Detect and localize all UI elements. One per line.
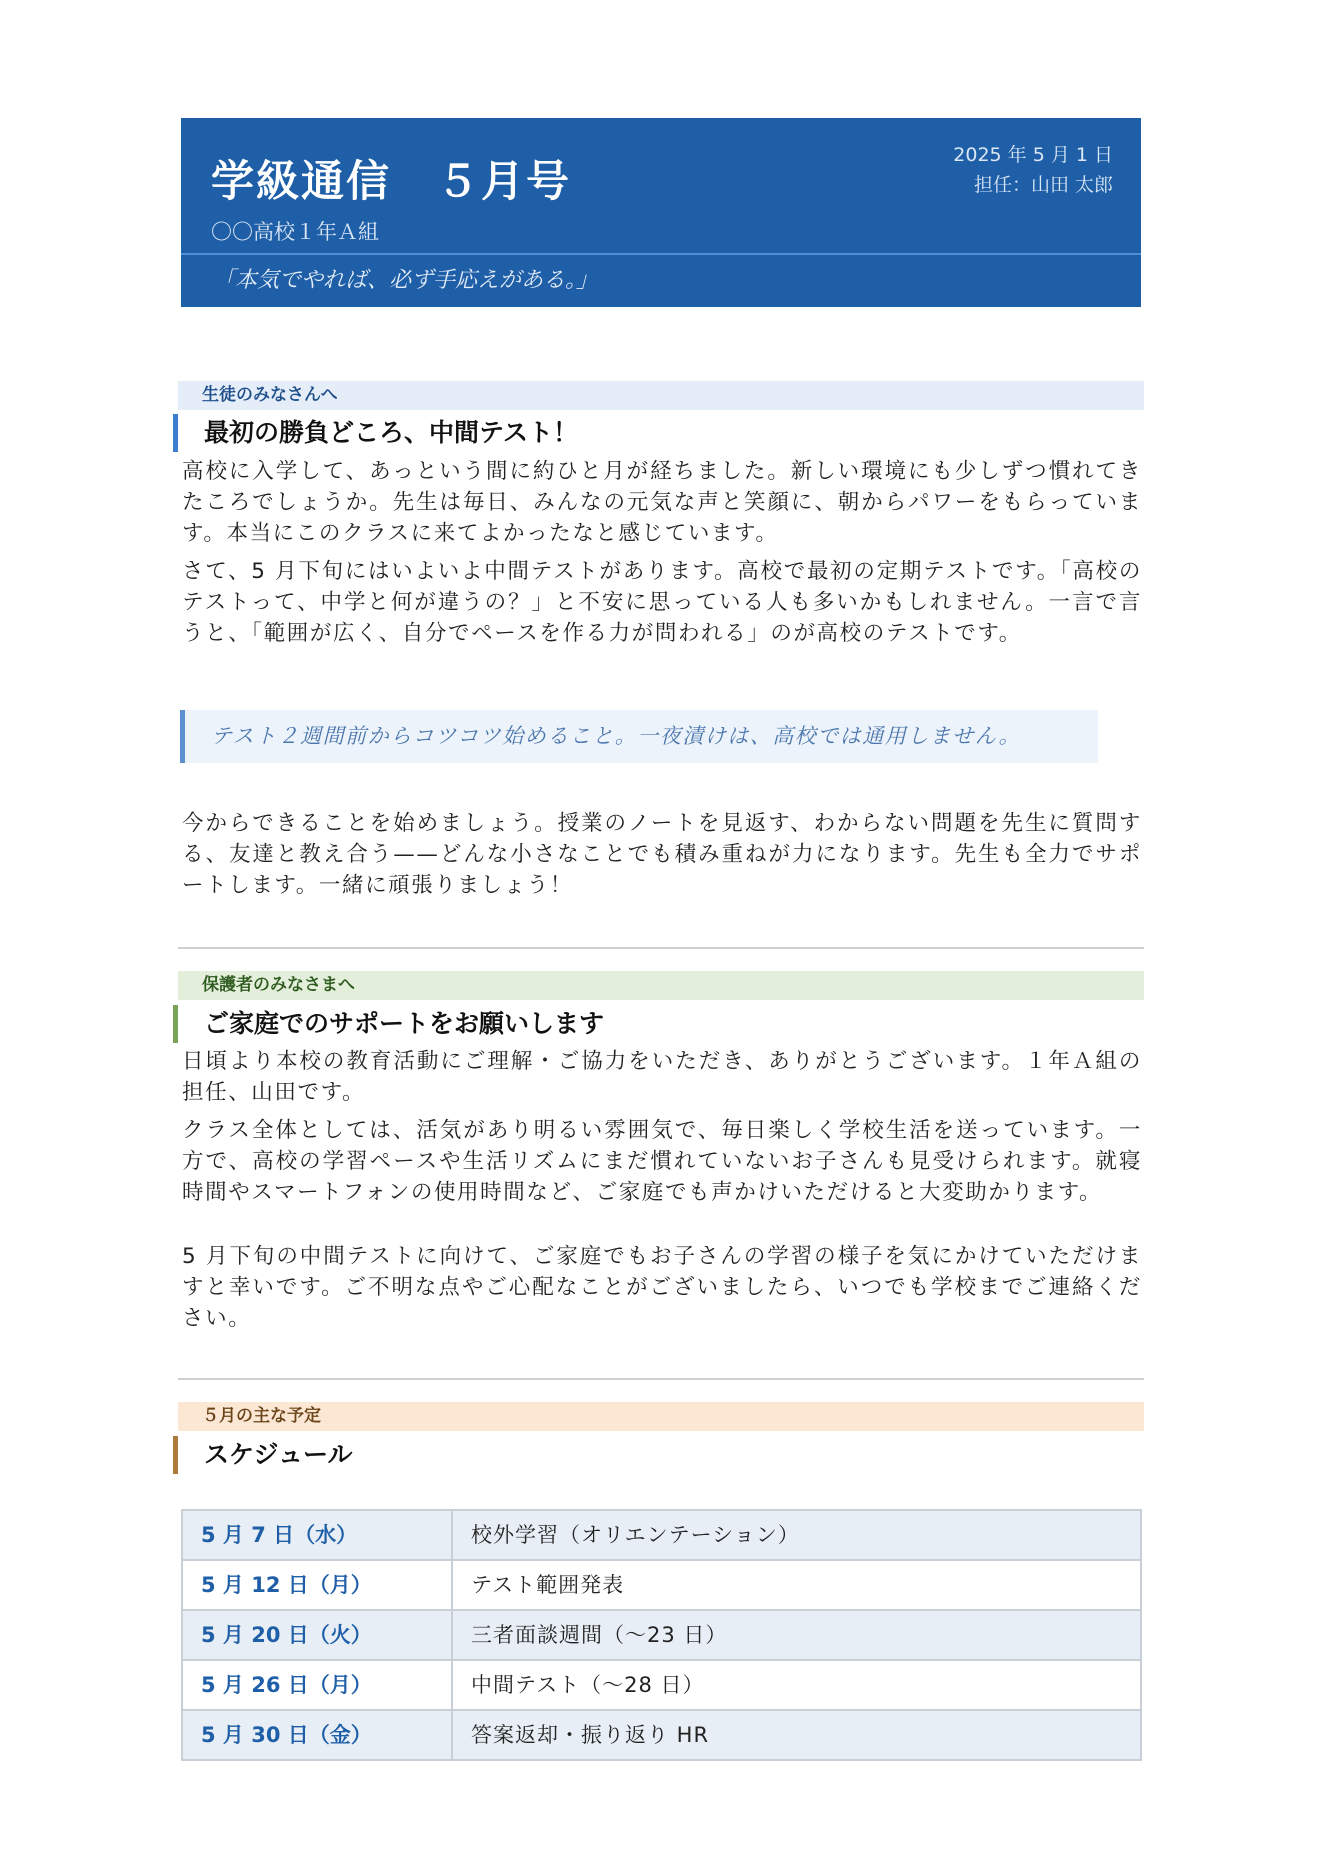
students-paragraph-1: 高校に入学して、あっという間に約ひと月が経ちました。新しい環境にも少しずつ慣れてきたころでしょうか。先生は毎日、みんなの元気な声と笑顔に、朝からパワーをもらっています。本当にこのクラスに来てよかったなと感じています。: [182, 459, 1142, 546]
parents-section-heading: ご家庭でのサポートをお願いします: [173, 1005, 604, 1043]
study-tip-callout: テスト２週間前からコツコツ始めること。一夜漬けは、高校では通用しません。: [180, 710, 1098, 763]
table-row: [183, 1661, 1140, 1711]
schedule-event: 答案返却・振り返り HR: [471, 1723, 710, 1747]
schedule-event: テスト範囲発表: [471, 1573, 625, 1597]
students-paragraph-3: 今からできることを始めましょう。授業のノートを見返す、わからない問題を先生に質問する、友達と教え合う——どんな小さなことでも積み重ねが力になります。先生も全力でサポートします。一緒に頑張りましょう！: [182, 811, 1142, 898]
teacher-name: 担任：山田 太郎: [973, 174, 1113, 196]
schedule-event: 中間テスト（〜28 日）: [471, 1673, 705, 1697]
schedule-section-label: ５月の主な予定: [178, 1402, 1144, 1431]
newsletter-title: 学級通信 ５月号: [211, 157, 571, 207]
schedule-date: 5 月 26 日（月）: [183, 1661, 453, 1709]
schedule-date: 5 月 30 日（金）: [183, 1711, 453, 1759]
schedule-section-heading: スケジュール: [173, 1436, 353, 1474]
class-name: 〇〇高校１年Ａ組: [211, 220, 379, 244]
schedule-event: 三者面談週間（〜23 日）: [471, 1623, 728, 1647]
section-divider: [178, 1378, 1144, 1380]
newsletter-header: [181, 118, 1141, 307]
schedule-date: 5 月 12 日（月）: [183, 1561, 453, 1609]
students-section-heading: 最初の勝負どころ、中間テスト！: [173, 414, 578, 452]
table-row: [183, 1611, 1140, 1661]
students-section-label: 生徒のみなさんへ: [178, 381, 1144, 410]
schedule-event: 校外学習（オリエンテーション）: [471, 1523, 800, 1547]
issue-date: 2025 年 5 月 1 日: [953, 144, 1113, 166]
table-row: [183, 1711, 1140, 1759]
table-row: [183, 1511, 1140, 1561]
parents-paragraph-3: 5 月下旬の中間テストに向けて、ご家庭でもお子さんの学習の様子を気にかけていただけますと幸いです。ご不明な点やご心配なことがございましたら、いつでも学校までご連絡ください。: [182, 1244, 1142, 1331]
header-meta: [953, 140, 1113, 200]
schedule-table: [181, 1509, 1142, 1761]
table-row: [183, 1561, 1140, 1611]
schedule-date: 5 月 20 日（火）: [183, 1611, 453, 1659]
parents-section-label: 保護者のみなさまへ: [178, 971, 1144, 1000]
schedule-date: 5 月 7 日（水）: [183, 1511, 453, 1559]
students-paragraph-2: さて、5 月下旬にはいよいよ中間テストがあります。高校で最初の定期テストです。「高校のテストって、中学と何が違うの？」と不安に思っている人も多いかもしれません。一言で言うと、「範囲が広く、自分でペースを作る力が問われる」のが高校のテストです。: [182, 559, 1142, 646]
parents-paragraph-2: クラス全体としては、活気があり明るい雰囲気で、毎日楽しく学校生活を送っています。一方で、高校の学習ペースや生活リズムにまだ慣れていないお子さんも見受けられます。就寝時間やスマートフォンの使用時間など、ご家庭でも声かけいただけると大変助かります。: [182, 1118, 1142, 1205]
header-divider: [181, 253, 1141, 255]
section-divider: [178, 947, 1144, 949]
parents-paragraph-1: 日頃より本校の教育活動にご理解・ご協力をいただき、ありがとうございます。１年Ａ組の担任、山田です。: [182, 1049, 1142, 1105]
class-motto: 「本気でやれば、必ず手応えがある。」: [213, 268, 599, 293]
